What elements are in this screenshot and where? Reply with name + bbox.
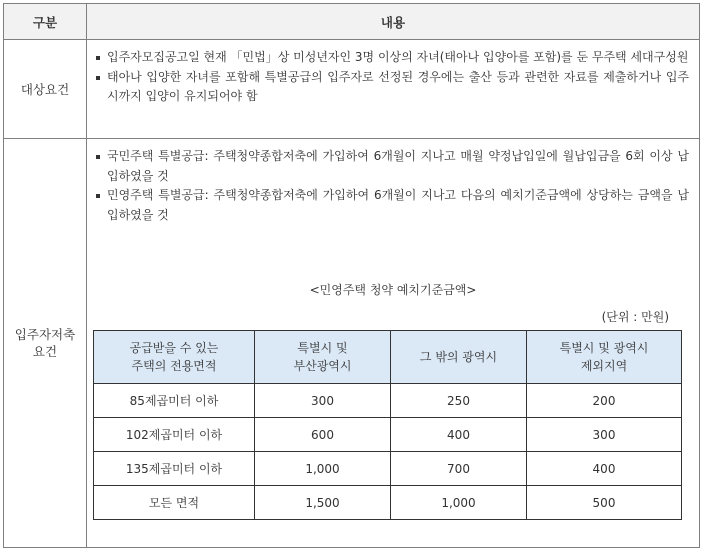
header-line: 그 밖의 광역시	[419, 350, 498, 364]
bullet-text: 민영주택 특별공급: 주택청약종합저축에 가입하여 6개월이 지나고 다음의 예치기준금액에 상당하는 금액을 납입하였을 것	[107, 188, 689, 222]
header-content: 내용	[87, 4, 700, 40]
table-row	[94, 384, 682, 418]
eligibility-content	[87, 40, 700, 139]
table-cell: 1,000	[391, 486, 527, 520]
eligibility-label	[4, 40, 87, 139]
table-cell: 300	[255, 384, 391, 418]
header-row	[4, 4, 700, 40]
table-row	[94, 486, 682, 520]
requirements-table	[3, 3, 700, 548]
savings-label	[4, 139, 87, 548]
table-cell: 1,000	[255, 452, 391, 486]
header-line: 공급받을 수 있는	[129, 341, 219, 355]
bullet-square-icon	[96, 76, 100, 80]
bullet-item	[95, 147, 689, 186]
table-cell-area: 85제곱미터 이하	[94, 384, 255, 418]
bullet-item	[95, 68, 689, 107]
header-line: 특별시 및 광역시	[559, 341, 649, 355]
header-category: 구분	[4, 4, 87, 40]
requirements-table-container	[3, 3, 699, 541]
table-cell-area: 135제곱미터 이하	[94, 452, 255, 486]
savings-row	[4, 139, 700, 548]
eligibility-row	[4, 40, 700, 139]
eligibility-bullet-list	[87, 40, 699, 115]
bullet-text: 태아나 입양한 자녀를 포함해 특별공급의 입주자로 선정된 경우에는 출산 등과 관련한 자료를 제출하거나 입주시까지 입양이 유지되어야 함	[107, 69, 689, 103]
table-row	[94, 418, 682, 452]
table-cell-area: 102제곱미터 이하	[94, 418, 255, 452]
bullet-item	[95, 48, 689, 68]
bullet-square-icon	[96, 155, 100, 159]
header-line: 부산광역시	[293, 359, 352, 373]
table-cell: 300	[527, 418, 682, 452]
eligibility-label-text: 대상요건	[20, 81, 70, 97]
deposit-header-row	[94, 331, 682, 384]
bullet-text: 입주자모집공고일 현재 「민법」상 미성년자인 3명 이상의 자녀(태아나 입양아를 포함)를 둔 무주택 세대구성원	[107, 50, 689, 64]
deposit-header-other-metro	[391, 331, 527, 384]
table-cell: 1,500	[255, 486, 391, 520]
table-cell: 400	[391, 418, 527, 452]
header-line: 특별시 및	[297, 341, 348, 355]
table-cell: 250	[391, 384, 527, 418]
table-cell: 400	[527, 452, 682, 486]
table-cell: 200	[527, 384, 682, 418]
savings-label-line-2: 요건	[32, 344, 58, 359]
savings-label-line-1: 입주자저축	[14, 327, 76, 342]
deposit-header-other-regions	[527, 331, 682, 384]
savings-bullet-list	[87, 139, 699, 233]
deposit-table-title: <민영주택 청약 예치기준금액>	[309, 283, 477, 297]
deposit-header-seoul-busan	[255, 331, 391, 384]
deposit-table	[93, 330, 682, 520]
bullet-item	[95, 186, 689, 225]
table-cell-area: 모든 면적	[94, 486, 255, 520]
table-cell: 700	[391, 452, 527, 486]
bullet-square-icon	[96, 194, 100, 198]
header-line: 주택의 전용면적	[131, 359, 217, 373]
table-cell: 500	[527, 486, 682, 520]
bullet-text: 국민주택 특별공급: 주택청약종합저축에 가입하여 6개월이 지나고 매월 약정납입일에 월납입금을 6회 이상 납입하였을 것	[107, 149, 689, 183]
deposit-table-unit: (단위 : 만원)	[601, 310, 669, 324]
savings-content	[87, 139, 700, 548]
table-row	[94, 452, 682, 486]
table-cell: 600	[255, 418, 391, 452]
header-line: 제외지역	[580, 359, 628, 373]
deposit-header-area	[94, 331, 255, 384]
bullet-square-icon	[96, 56, 100, 60]
